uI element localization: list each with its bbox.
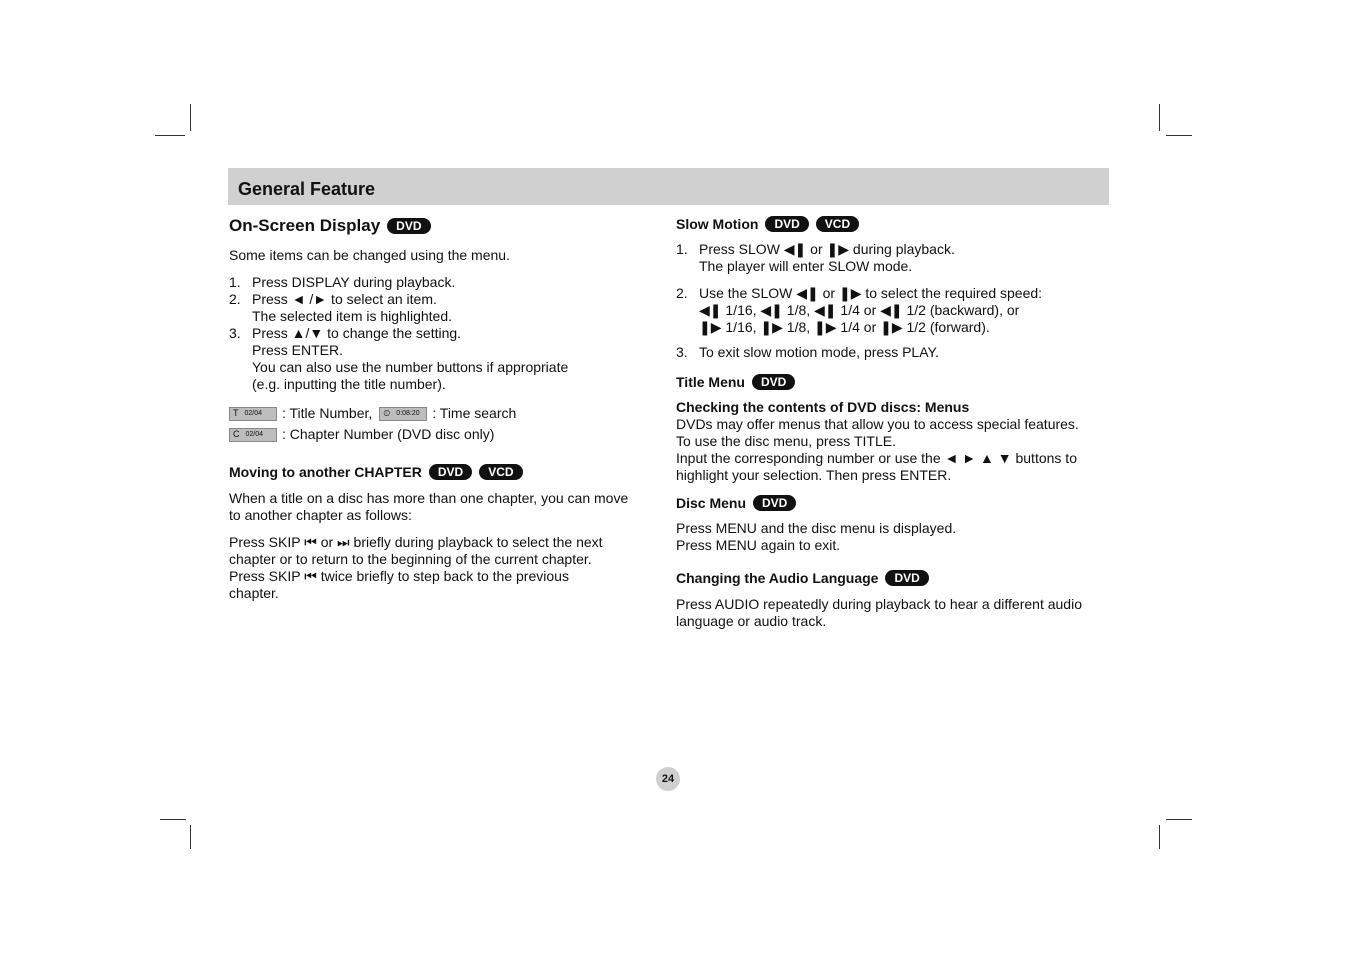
crop-mark <box>160 819 186 820</box>
list-item: 1. Press DISPLAY during playback. <box>229 274 456 290</box>
right-column <box>676 210 1106 630</box>
crop-mark <box>190 825 191 849</box>
chapter-heading: Moving to another CHAPTER DVD VCD <box>229 464 654 480</box>
title-icon: T <box>233 408 239 418</box>
crop-mark <box>1166 819 1192 820</box>
audio-language-paragraph: Press AUDIO repeatedly during playback to hear a different audio language or audio track. <box>676 596 1082 629</box>
list-item: 3. To exit slow motion mode, press PLAY. <box>676 344 939 360</box>
left-column <box>229 210 654 602</box>
dvd-badge: DVD <box>753 495 796 511</box>
osd-steps <box>229 274 654 393</box>
disc-menu-heading: Disc Menu DVD <box>676 495 1106 511</box>
dvd-badge: DVD <box>885 570 928 586</box>
vcd-badge: VCD <box>479 464 522 480</box>
list-item: 2. Press ◄ /► to select an item. The selected item is highlighted. <box>229 291 452 324</box>
title-menu-subtitle: Checking the contents of DVD discs: Menus <box>676 399 970 415</box>
dvd-badge: DVD <box>765 216 808 232</box>
crop-mark <box>1159 104 1160 131</box>
list-item: 2. Use the SLOW ◀❚ or ❚▶ to select the required speed: ◀❚ 1/16, ◀❚ 1/8, ◀❚ 1/4 or ◀❚ 1/2 (backward), or ❚▶ 1/16, ❚▶ 1/8, ❚▶ 1/4 or ❚▶ 1/2 (forward). <box>676 285 1043 335</box>
crop-mark <box>190 104 191 131</box>
chapter-number-box: C 02/04 <box>229 428 277 442</box>
osd-title: On-Screen Display <box>229 216 381 235</box>
chapter-icon: C <box>233 429 240 439</box>
crop-mark <box>1166 135 1192 136</box>
list-item: 1. Press SLOW ◀❚ or ❚▶ during playback. The player will enter SLOW mode. <box>676 241 955 274</box>
chapter-paragraph: Press SKIP ⏮ or ⏭ briefly during playback to select the next chapter or to return to the beginning of the current chapter. Press SKIP ⏮ twice briefly to step back to the previous chapter. <box>229 534 603 601</box>
clock-icon: ⏲ <box>383 408 391 418</box>
crop-mark <box>155 135 185 136</box>
title-menu-heading: Title Menu DVD <box>676 374 1106 390</box>
section-title: General Feature <box>238 179 376 199</box>
osd-intro: Some items can be changed using the menu. <box>229 247 510 263</box>
disc-menu-paragraph: Press MENU and the disc menu is displayed. Press MENU again to exit. <box>676 520 957 553</box>
dvd-badge: DVD <box>752 374 795 390</box>
osd-legend-row: C 02/04 : Chapter Number (DVD disc only) <box>229 424 654 445</box>
vcd-badge: VCD <box>816 216 859 232</box>
chapter-paragraph: When a title on a disc has more than one chapter, you can move to another chapter as follows: <box>229 490 629 523</box>
list-item: 3. Press ▲/▼ to change the setting. Press ENTER. You can also use the number buttons if appropriate (e.g. inputting the title number). <box>229 325 569 392</box>
title-menu-paragraph: DVDs may offer menus that allow you to access special features. To use the disc menu, press TITLE. Input the corresponding number or use the ◄ ► ▲ ▼ buttons to highlight your selection. Then press ENTER. <box>676 416 1079 483</box>
osd-legend-row: T 02/04 : Title Number, ⏲ 0:08:20 : Time search <box>229 403 654 424</box>
title-number-box: T 02/04 <box>229 407 277 421</box>
time-search-box: ⏲ 0:08:20 <box>379 407 427 421</box>
slow-motion-heading: Slow Motion DVD VCD <box>676 216 1106 232</box>
crop-mark <box>1159 825 1160 849</box>
page-number: 24 <box>656 767 680 791</box>
dvd-badge: DVD <box>387 218 430 234</box>
section-header-bar <box>228 168 1109 205</box>
osd-heading <box>229 216 654 236</box>
slow-motion-steps <box>676 241 1106 361</box>
dvd-badge: DVD <box>429 464 472 480</box>
audio-language-heading: Changing the Audio Language DVD <box>676 570 1106 586</box>
